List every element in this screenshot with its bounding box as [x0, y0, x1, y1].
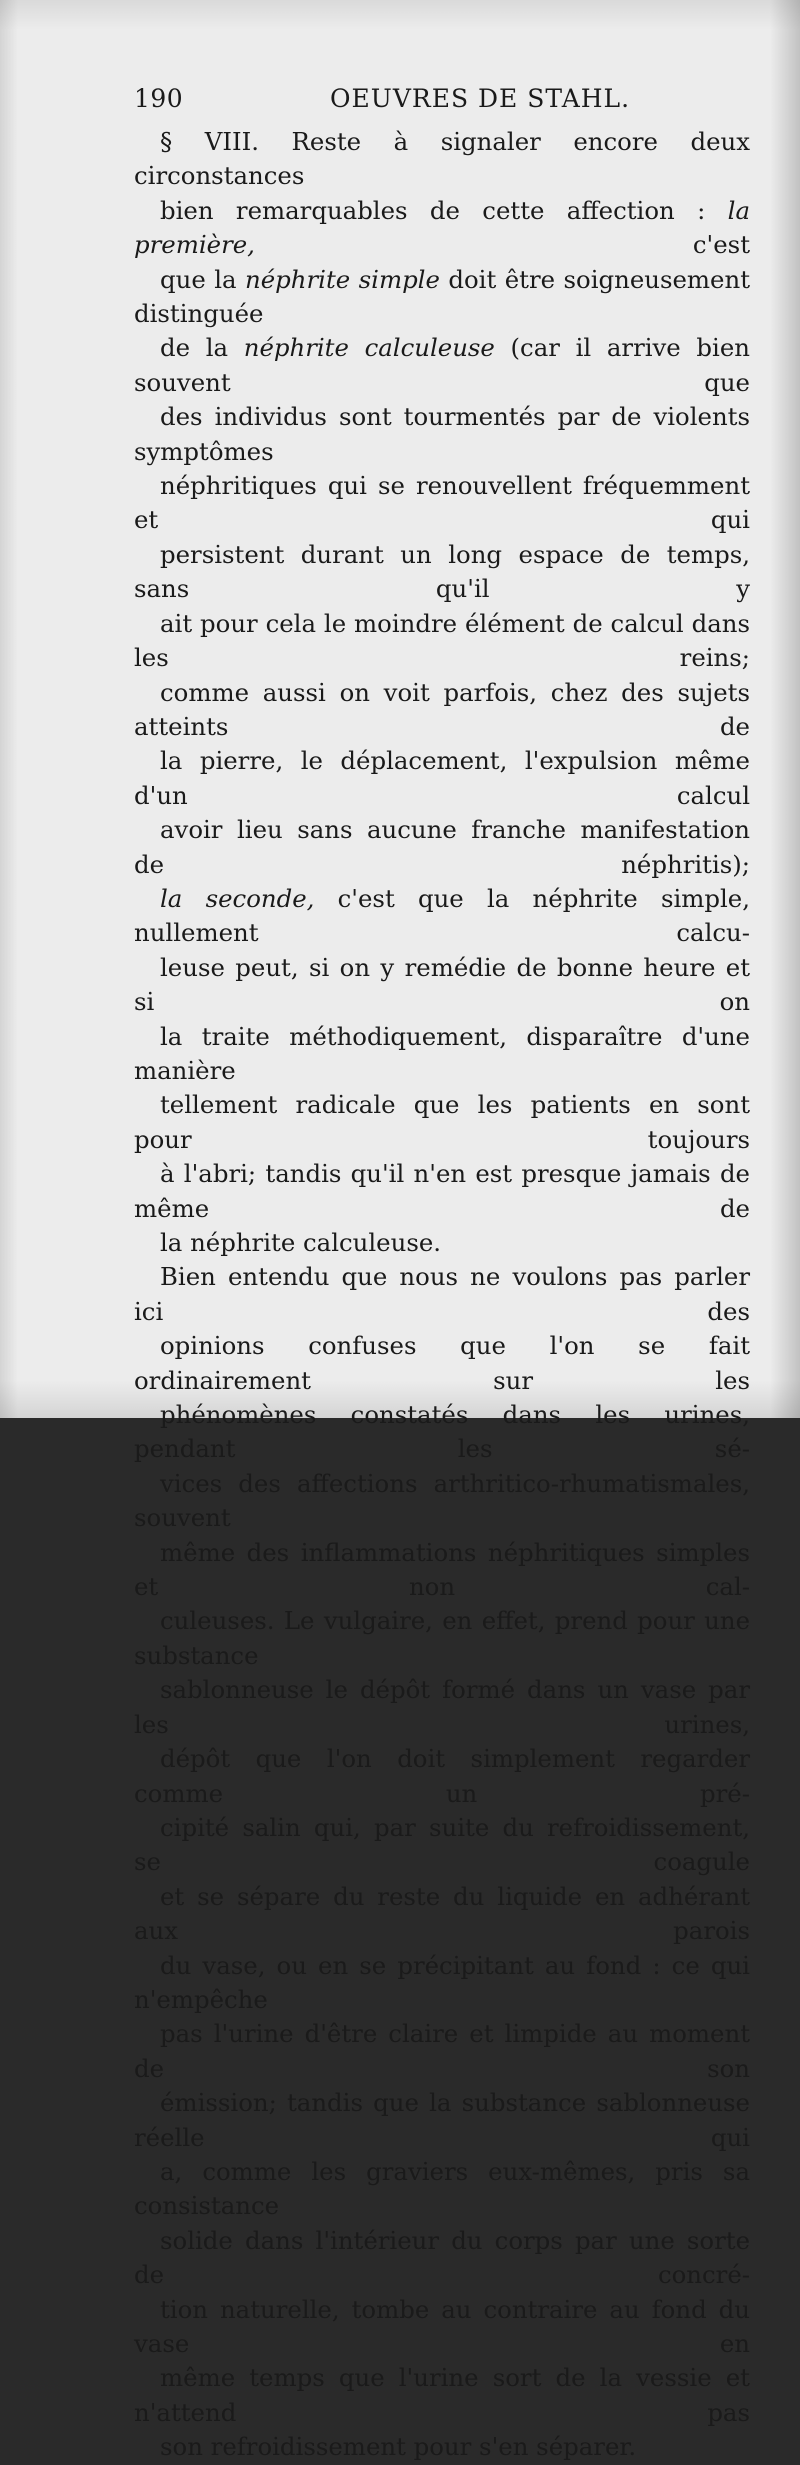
- text-run: ait pour cela le moindre élément de calcul dans les reins;: [134, 608, 750, 673]
- text-run: Bien entendu que nous ne voulons pas parler ici des: [134, 1262, 750, 1326]
- text-line: [134, 469, 750, 538]
- text-line: [134, 1536, 750, 1605]
- text-run: sablonneuse le dépôt formé dans un vase par les urines,: [134, 1675, 750, 1739]
- text-line: [134, 2361, 750, 2430]
- text-run: a, comme les graviers eux-mêmes, pris sa consistance: [134, 2156, 750, 2221]
- paragraph-bien-entendu: [134, 1260, 750, 2464]
- text-line: [134, 1949, 750, 2018]
- text-run: (car il arrive bien souvent que: [134, 333, 750, 397]
- text-line: [134, 2224, 750, 2293]
- text-run: cipité salin qui, par suite du refroidissement, se coagule: [134, 1812, 750, 1877]
- text-line: [134, 1673, 750, 1742]
- text-line: [134, 2293, 750, 2362]
- text-line: [134, 1398, 750, 1467]
- italic-phrase: la première,: [134, 195, 750, 260]
- text-line: [134, 1742, 750, 1811]
- italic-phrase: néphrite calculeuse: [243, 333, 495, 363]
- text-run: leuse peut, si on y remédie de bonne heure et si on: [134, 952, 750, 1017]
- text-run: comme aussi on voit parfois, chez des sujets atteints de: [134, 677, 750, 741]
- text-line: [134, 1020, 750, 1089]
- text-line: [134, 1811, 750, 1880]
- text-run: doit être soigneusement distinguée: [134, 264, 750, 329]
- text-run: pas l'urine d'être claire et limpide au moment de son: [134, 2019, 750, 2083]
- text-line: [134, 1604, 750, 1673]
- paragraph-section-viii: [134, 125, 750, 1260]
- running-head: [134, 84, 750, 124]
- text-run: phénomènes constatés dans les urines, pendant les sé-: [134, 1400, 750, 1464]
- text-line: [134, 951, 750, 1020]
- text-run: c'est: [254, 230, 750, 260]
- text-run: culeuses. Le vulgaire, en effet, prend pour une substance: [134, 1606, 750, 1670]
- text-line: [134, 2155, 750, 2224]
- text-line: [134, 882, 750, 951]
- text-run: tellement radicale que les patients en sont pour toujours: [134, 1090, 750, 1154]
- text-run: même temps que l'urine sort de la vessie et n'attend pas: [134, 2363, 750, 2427]
- text-line: [134, 676, 750, 745]
- text-line: [134, 813, 750, 882]
- text-run: opinions confuses que l'on se fait ordinairement sur les: [134, 1331, 750, 1395]
- text-line: [134, 125, 750, 194]
- text-line: [134, 1157, 750, 1226]
- text-line: [134, 538, 750, 607]
- text-line: [134, 1467, 750, 1536]
- text-line: [134, 2430, 750, 2464]
- text-run: la néphrite calculeuse.: [160, 1228, 442, 1257]
- text-run: dépôt que l'on doit simplement regarder comme un pré-: [134, 1744, 750, 1808]
- text-run: c'est que la néphrite simple, nullement calcu-: [134, 883, 750, 948]
- text-run: la traite méthodiquement, disparaître d'une manière: [134, 1021, 750, 1085]
- text-run: même des inflammations néphritiques simples et non cal-: [134, 1537, 750, 1602]
- text-run: des individus sont tourmentés par de violents symptômes: [134, 402, 750, 466]
- text-line: [134, 1260, 750, 1329]
- text-run: à l'abri; tandis qu'il n'en est presque jamais de même de: [134, 1159, 750, 1223]
- text-run: que la: [160, 264, 246, 294]
- text-line: [134, 331, 750, 400]
- text-line: [134, 263, 750, 332]
- text-run: avoir lieu sans aucune franche manifestation de néphritis);: [134, 815, 750, 879]
- text-run: de la: [160, 333, 244, 363]
- text-line: [134, 744, 750, 813]
- text-line: [134, 194, 750, 263]
- text-run: du vase, ou en se précipitant au fond : ce qui n'empêche: [134, 1950, 750, 2014]
- page-number: 190: [134, 84, 184, 113]
- text-line: [134, 1329, 750, 1398]
- text-line: [134, 1088, 750, 1157]
- text-run: solide dans l'intérieur du corps par une sorte de concré-: [134, 2225, 750, 2290]
- text-run: émission; tandis que la substance sablonneuse réelle qui: [134, 2088, 750, 2152]
- text-line: [134, 1226, 750, 1260]
- text-run: tion naturelle, tombe au contraire au fond du vase en: [134, 2294, 750, 2358]
- italic-phrase: la seconde,: [160, 883, 315, 913]
- text-run: vices des affections arthritico-rhumatismales, souvent: [134, 1468, 750, 1533]
- text-run: et se sépare du reste du liquide en adhérant aux parois: [134, 1881, 750, 1946]
- text-run: § VIII. Reste à signaler encore deux circonstances: [134, 127, 750, 191]
- text-run: persistent durant un long espace de temps, sans qu'il y: [134, 539, 750, 604]
- text-line: [134, 2017, 750, 2086]
- text-line: [134, 400, 750, 469]
- text-run: la pierre, le déplacement, l'expulsion même d'un calcul: [134, 746, 750, 810]
- italic-phrase: néphrite simple: [245, 264, 440, 294]
- text-run: néphritiques qui se renouvellent fréquemment et qui: [134, 471, 750, 535]
- text-run: bien remarquables de cette affection :: [160, 195, 728, 225]
- text-run: son refroidissement pour s'en séparer.: [160, 2432, 637, 2462]
- running-title: OEUVRES DE STAHL.: [330, 84, 631, 113]
- body-text: [134, 125, 750, 2465]
- text-line: [134, 607, 750, 676]
- text-line: [134, 2086, 750, 2155]
- text-line: [134, 1880, 750, 1949]
